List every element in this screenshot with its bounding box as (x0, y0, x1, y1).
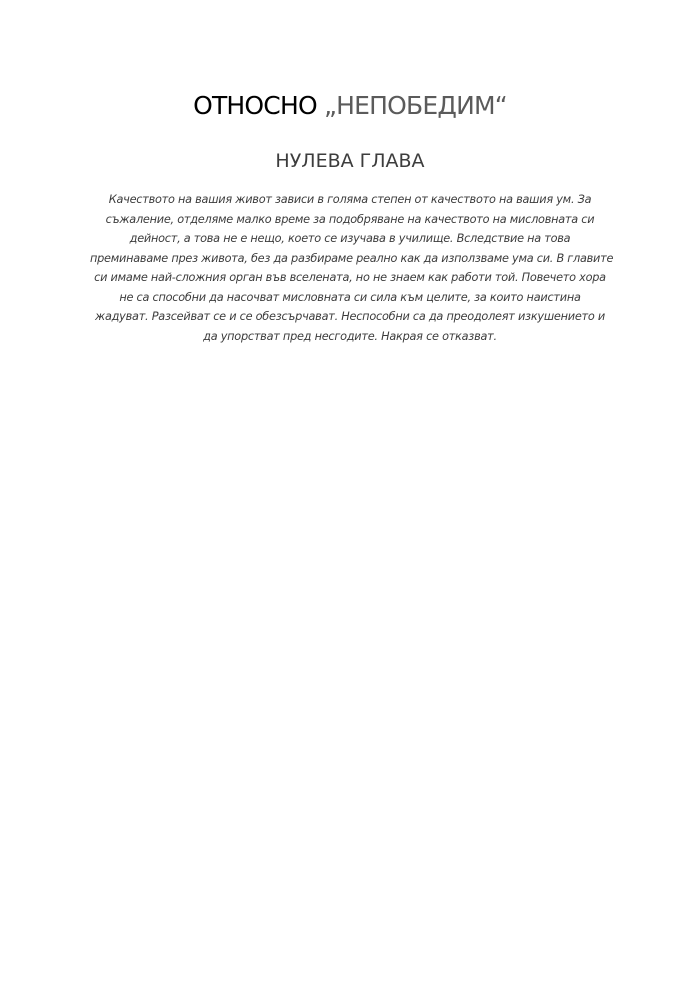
paragraph-line: преминаваме през живота, без да разбираме реално как да използваме ума си. В главите (90, 251, 614, 265)
paragraph-line: съжаление, отделяме малко време за подобряване на качеството на мисловната си (105, 212, 595, 226)
paragraph-line: жадуват. Разсейват се и се обезсърчават. Неспособни са да преодолеят изкушението и (95, 310, 605, 323)
chapter-heading: НУЛЕВА ГЛАВА (275, 150, 425, 172)
paragraph-line: да упорстват пред несгодите. Накрая се отказват. (203, 329, 497, 343)
intro-paragraph (90, 190, 614, 346)
paragraph-line: дейност, а това не е нещо, което се изучава в училище. Вследствие на това (129, 232, 571, 245)
page-title (0, 86, 700, 126)
paragraph-line: си имаме най-сложния орган във вселената, но не знаем как работи той. Повечето хора (94, 271, 606, 284)
title-prefix: ОТНОСНО (193, 91, 317, 120)
paragraph-line: не са способни да насочват мисловната си сила към целите, за които наистина (119, 290, 581, 304)
paragraph-line: Качеството на вашия живот зависи в голяма степен от качеството на вашия ум. За (108, 193, 592, 206)
title-book-name: „НЕПОБЕДИМ“ (323, 91, 507, 120)
